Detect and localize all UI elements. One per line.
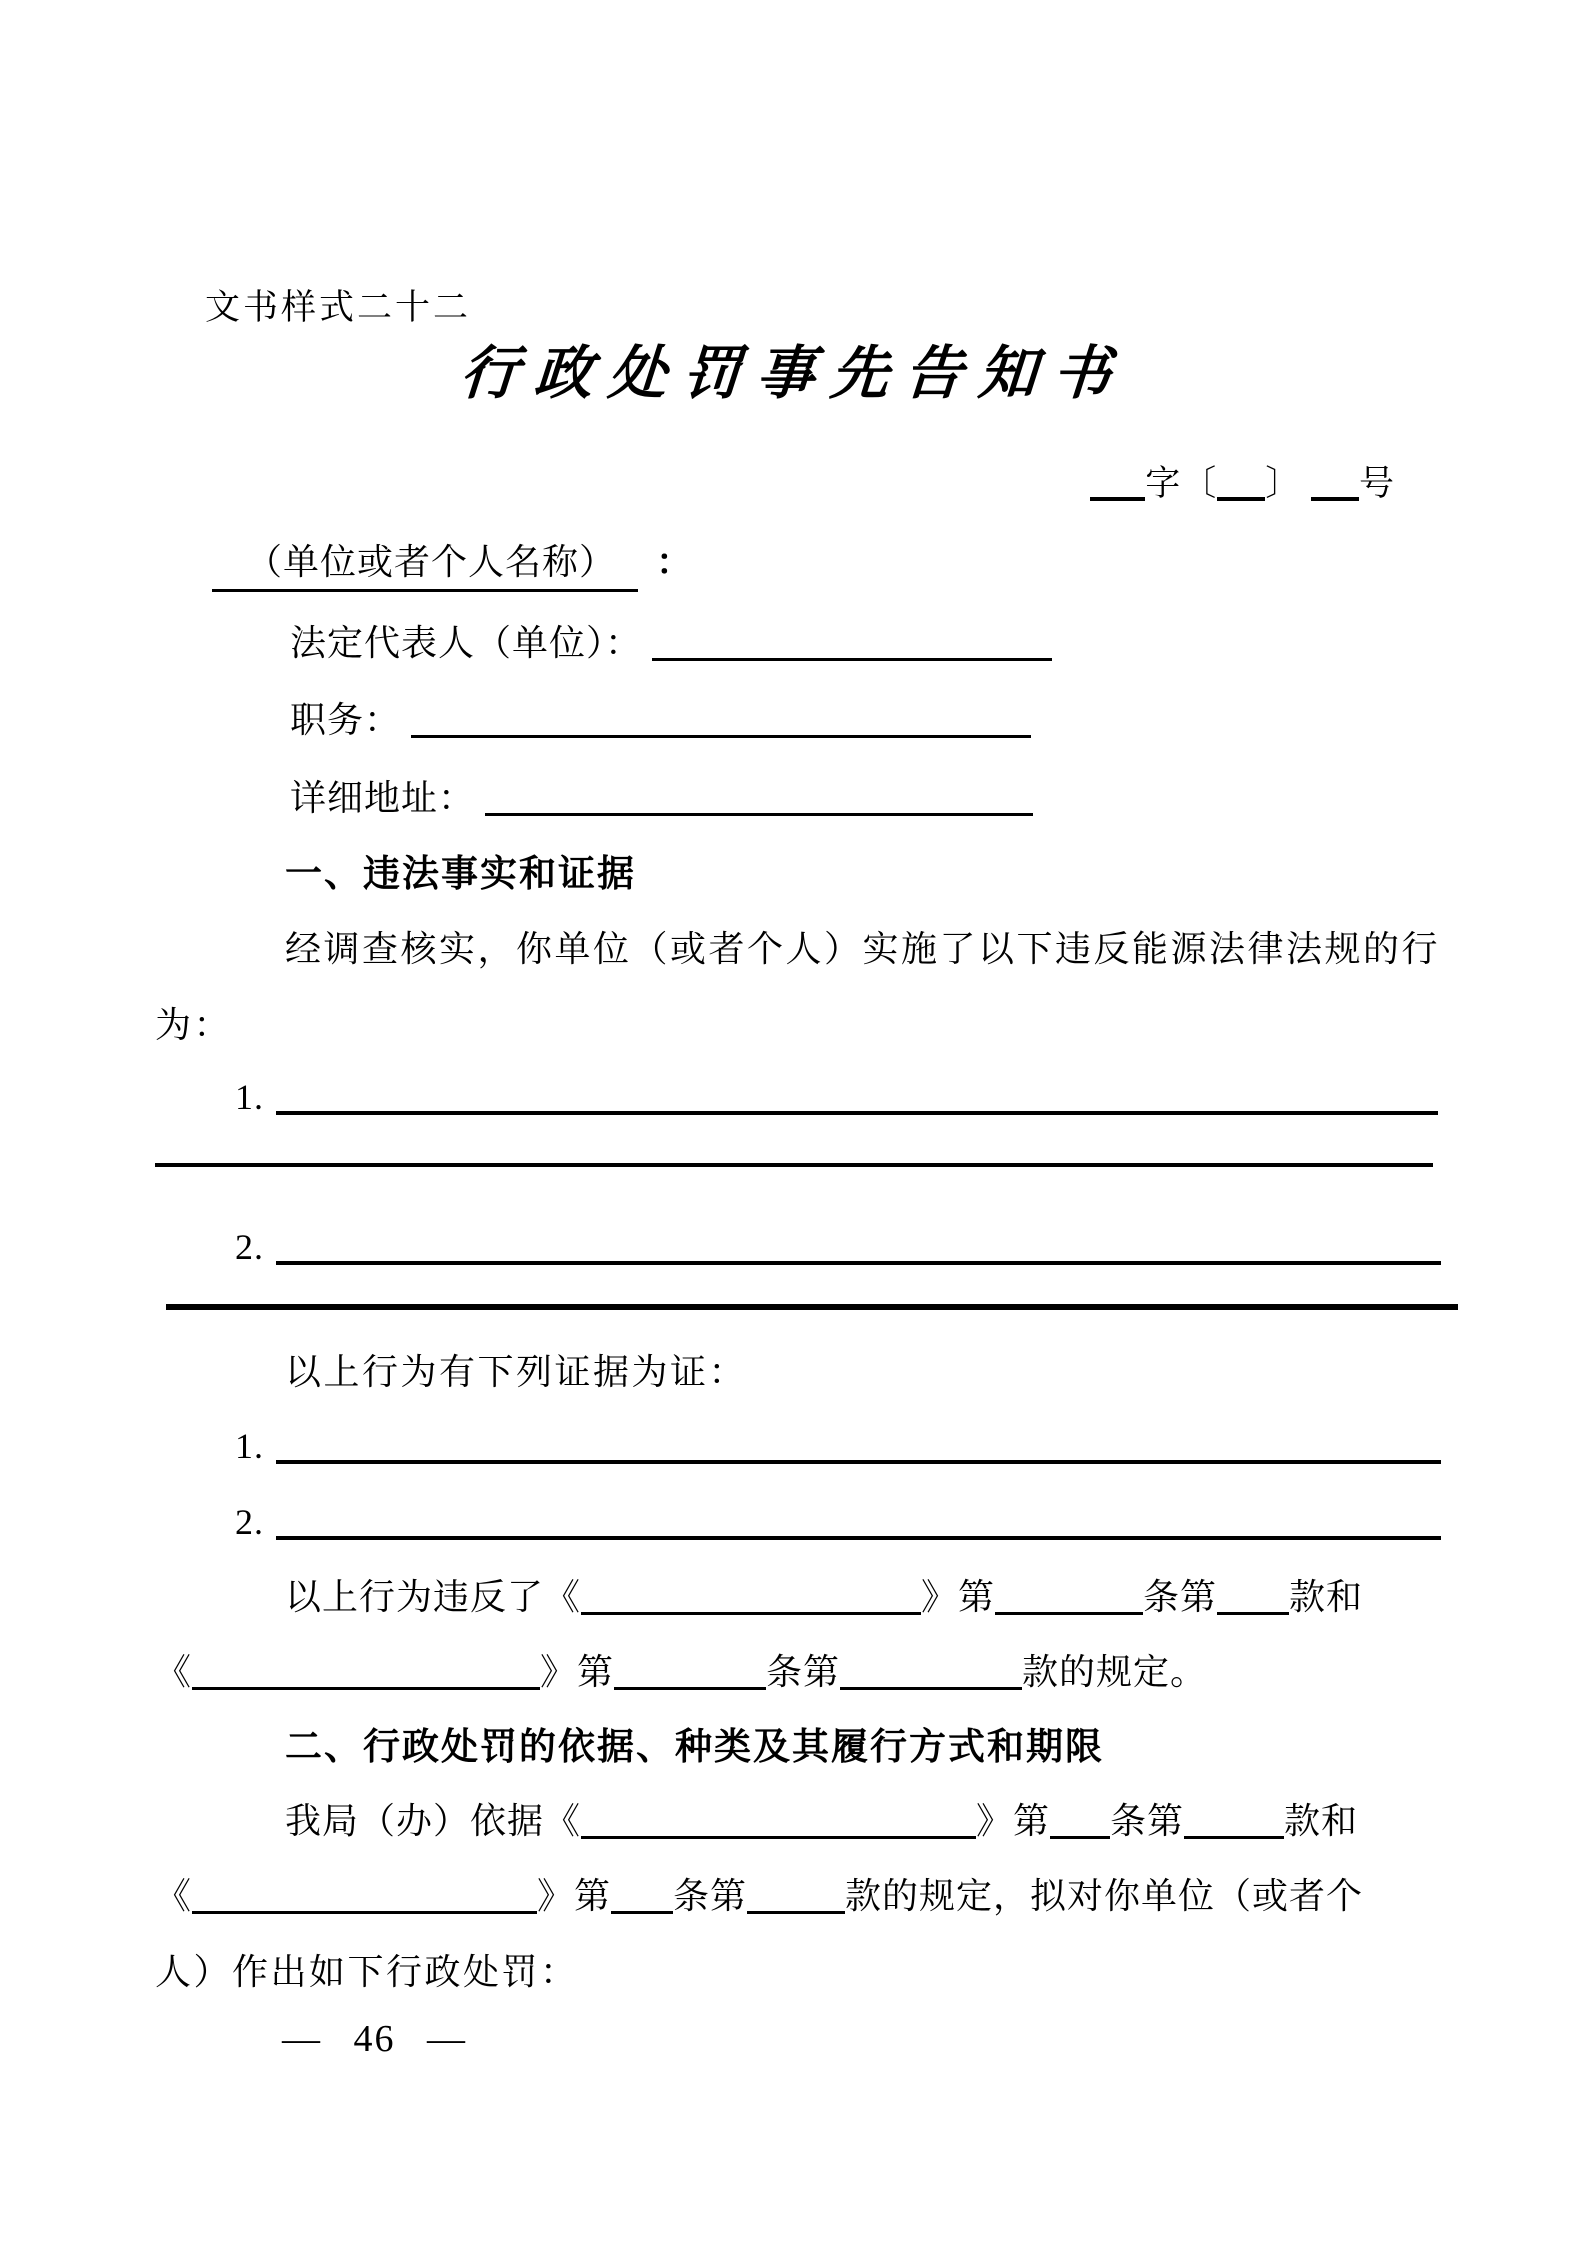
legal-rep-label: 法定代表人（单位）： bbox=[290, 623, 643, 663]
address-label: 详细地址： bbox=[290, 778, 476, 818]
penalty-basis2-seg-4: 款的规定，拟对你单位（或者个 bbox=[845, 1876, 1364, 1916]
doc-number-bracket-close: 〕 bbox=[1265, 464, 1302, 503]
violated-law-seg-2: 》第 bbox=[921, 1577, 996, 1617]
violated-law-clause-blank-2 bbox=[840, 1687, 1022, 1690]
violation-item-2-continuation-line bbox=[166, 1304, 1458, 1310]
recipient-name-placeholder: （单位或者个人名称） bbox=[212, 540, 638, 592]
violated-law-article-blank-2 bbox=[614, 1687, 766, 1690]
violation-item-1-number: 1. bbox=[235, 1077, 264, 1117]
violated-law-seg-3: 条第 bbox=[1143, 1577, 1218, 1617]
doc-number-blank-prefix bbox=[1090, 497, 1145, 501]
legal-rep-line bbox=[290, 621, 1052, 666]
section1-heading: 一、违法事实和证据 bbox=[285, 853, 636, 894]
violated-law-line-1 bbox=[285, 1575, 1363, 1620]
duty-line bbox=[290, 698, 1031, 743]
violated-law2-seg-4: 款的规定。 bbox=[1022, 1652, 1208, 1692]
doc-number-zi: 字 bbox=[1145, 464, 1182, 503]
document-title: 行政处罚事先告知书 bbox=[458, 341, 1129, 406]
penalty-basis-clause-blank-1 bbox=[1184, 1836, 1284, 1839]
address-line bbox=[290, 776, 1033, 821]
violated-law2-seg-2: 》第 bbox=[540, 1652, 615, 1692]
violated-law-seg-4: 款和 bbox=[1289, 1577, 1364, 1617]
doc-number-blank-year bbox=[1217, 497, 1265, 501]
violated-law2-seg-1: 《 bbox=[155, 1652, 193, 1692]
legal-rep-blank bbox=[652, 658, 1052, 661]
doc-style-label: 文书样式二十二 bbox=[205, 288, 472, 327]
penalty-basis2-seg-2: 》第 bbox=[537, 1876, 612, 1916]
penalty-basis-line-2 bbox=[155, 1874, 1363, 1919]
evidence-item-1-blank bbox=[276, 1460, 1441, 1464]
penalty-basis-title-blank-2 bbox=[192, 1911, 537, 1914]
penalty-basis-seg-1: 我局（办）依据《 bbox=[285, 1801, 582, 1841]
penalty-basis-clause-blank-2 bbox=[747, 1911, 845, 1914]
address-blank bbox=[485, 813, 1033, 816]
violated-law-clause-blank-1 bbox=[1217, 1612, 1289, 1615]
evidence-item-2-blank bbox=[276, 1536, 1441, 1540]
violation-item-2-blank bbox=[276, 1261, 1441, 1265]
duty-label: 职务： bbox=[290, 700, 402, 740]
page-number: — 46 — bbox=[282, 2018, 467, 2060]
penalty-basis2-seg-1: 《 bbox=[155, 1876, 193, 1916]
document-number-line bbox=[1090, 462, 1395, 506]
penalty-basis-article-blank-1 bbox=[1050, 1836, 1110, 1839]
section1-intro-line1: 经调查核实，你单位（或者个人）实施了以下违反能源法律法规的行 bbox=[285, 929, 1441, 969]
section2-heading: 二、行政处罚的依据、种类及其履行方式和期限 bbox=[285, 1726, 1104, 1767]
violated-law-seg-1: 以上行为违反了《 bbox=[285, 1577, 582, 1617]
recipient-line bbox=[212, 540, 693, 592]
violated-law-line-2 bbox=[155, 1650, 1207, 1695]
evidence-item-1 bbox=[235, 1424, 1441, 1469]
evidence-item-2 bbox=[235, 1500, 1441, 1545]
violation-item-2-number: 2. bbox=[235, 1227, 264, 1267]
evidence-item-2-number: 2. bbox=[235, 1502, 264, 1542]
violation-item-1-blank bbox=[276, 1111, 1438, 1115]
doc-number-bracket-open: 〔 bbox=[1181, 464, 1218, 503]
penalty-basis-line-3: 人）作出如下行政处罚： bbox=[155, 1952, 579, 1992]
violation-item-2 bbox=[235, 1225, 1441, 1270]
evidence-item-1-number: 1. bbox=[235, 1426, 264, 1466]
penalty-basis2-seg-3: 条第 bbox=[673, 1876, 748, 1916]
doc-number-hao: 号 bbox=[1358, 464, 1395, 503]
recipient-colon: ： bbox=[656, 542, 694, 582]
violation-item-1-continuation-line bbox=[155, 1163, 1433, 1167]
violation-item-1 bbox=[235, 1075, 1438, 1120]
doc-number-blank-serial bbox=[1311, 497, 1359, 501]
penalty-basis-seg-2: 》第 bbox=[976, 1801, 1051, 1841]
penalty-basis-seg-4: 款和 bbox=[1284, 1801, 1359, 1841]
violated-law-title-blank-1 bbox=[581, 1612, 921, 1615]
duty-blank bbox=[411, 735, 1031, 738]
section1-intro-line2: 为： bbox=[155, 1005, 233, 1045]
violated-law-article-blank-1 bbox=[995, 1612, 1143, 1615]
violated-law-title-blank-2 bbox=[192, 1687, 540, 1690]
penalty-basis-seg-3: 条第 bbox=[1110, 1801, 1185, 1841]
violated-law2-seg-3: 条第 bbox=[766, 1652, 841, 1692]
penalty-basis-article-blank-2 bbox=[611, 1911, 673, 1914]
penalty-basis-line-1 bbox=[285, 1799, 1358, 1844]
evidence-intro: 以上行为有下列证据为证： bbox=[285, 1352, 748, 1392]
penalty-basis-title-blank-1 bbox=[581, 1836, 976, 1839]
